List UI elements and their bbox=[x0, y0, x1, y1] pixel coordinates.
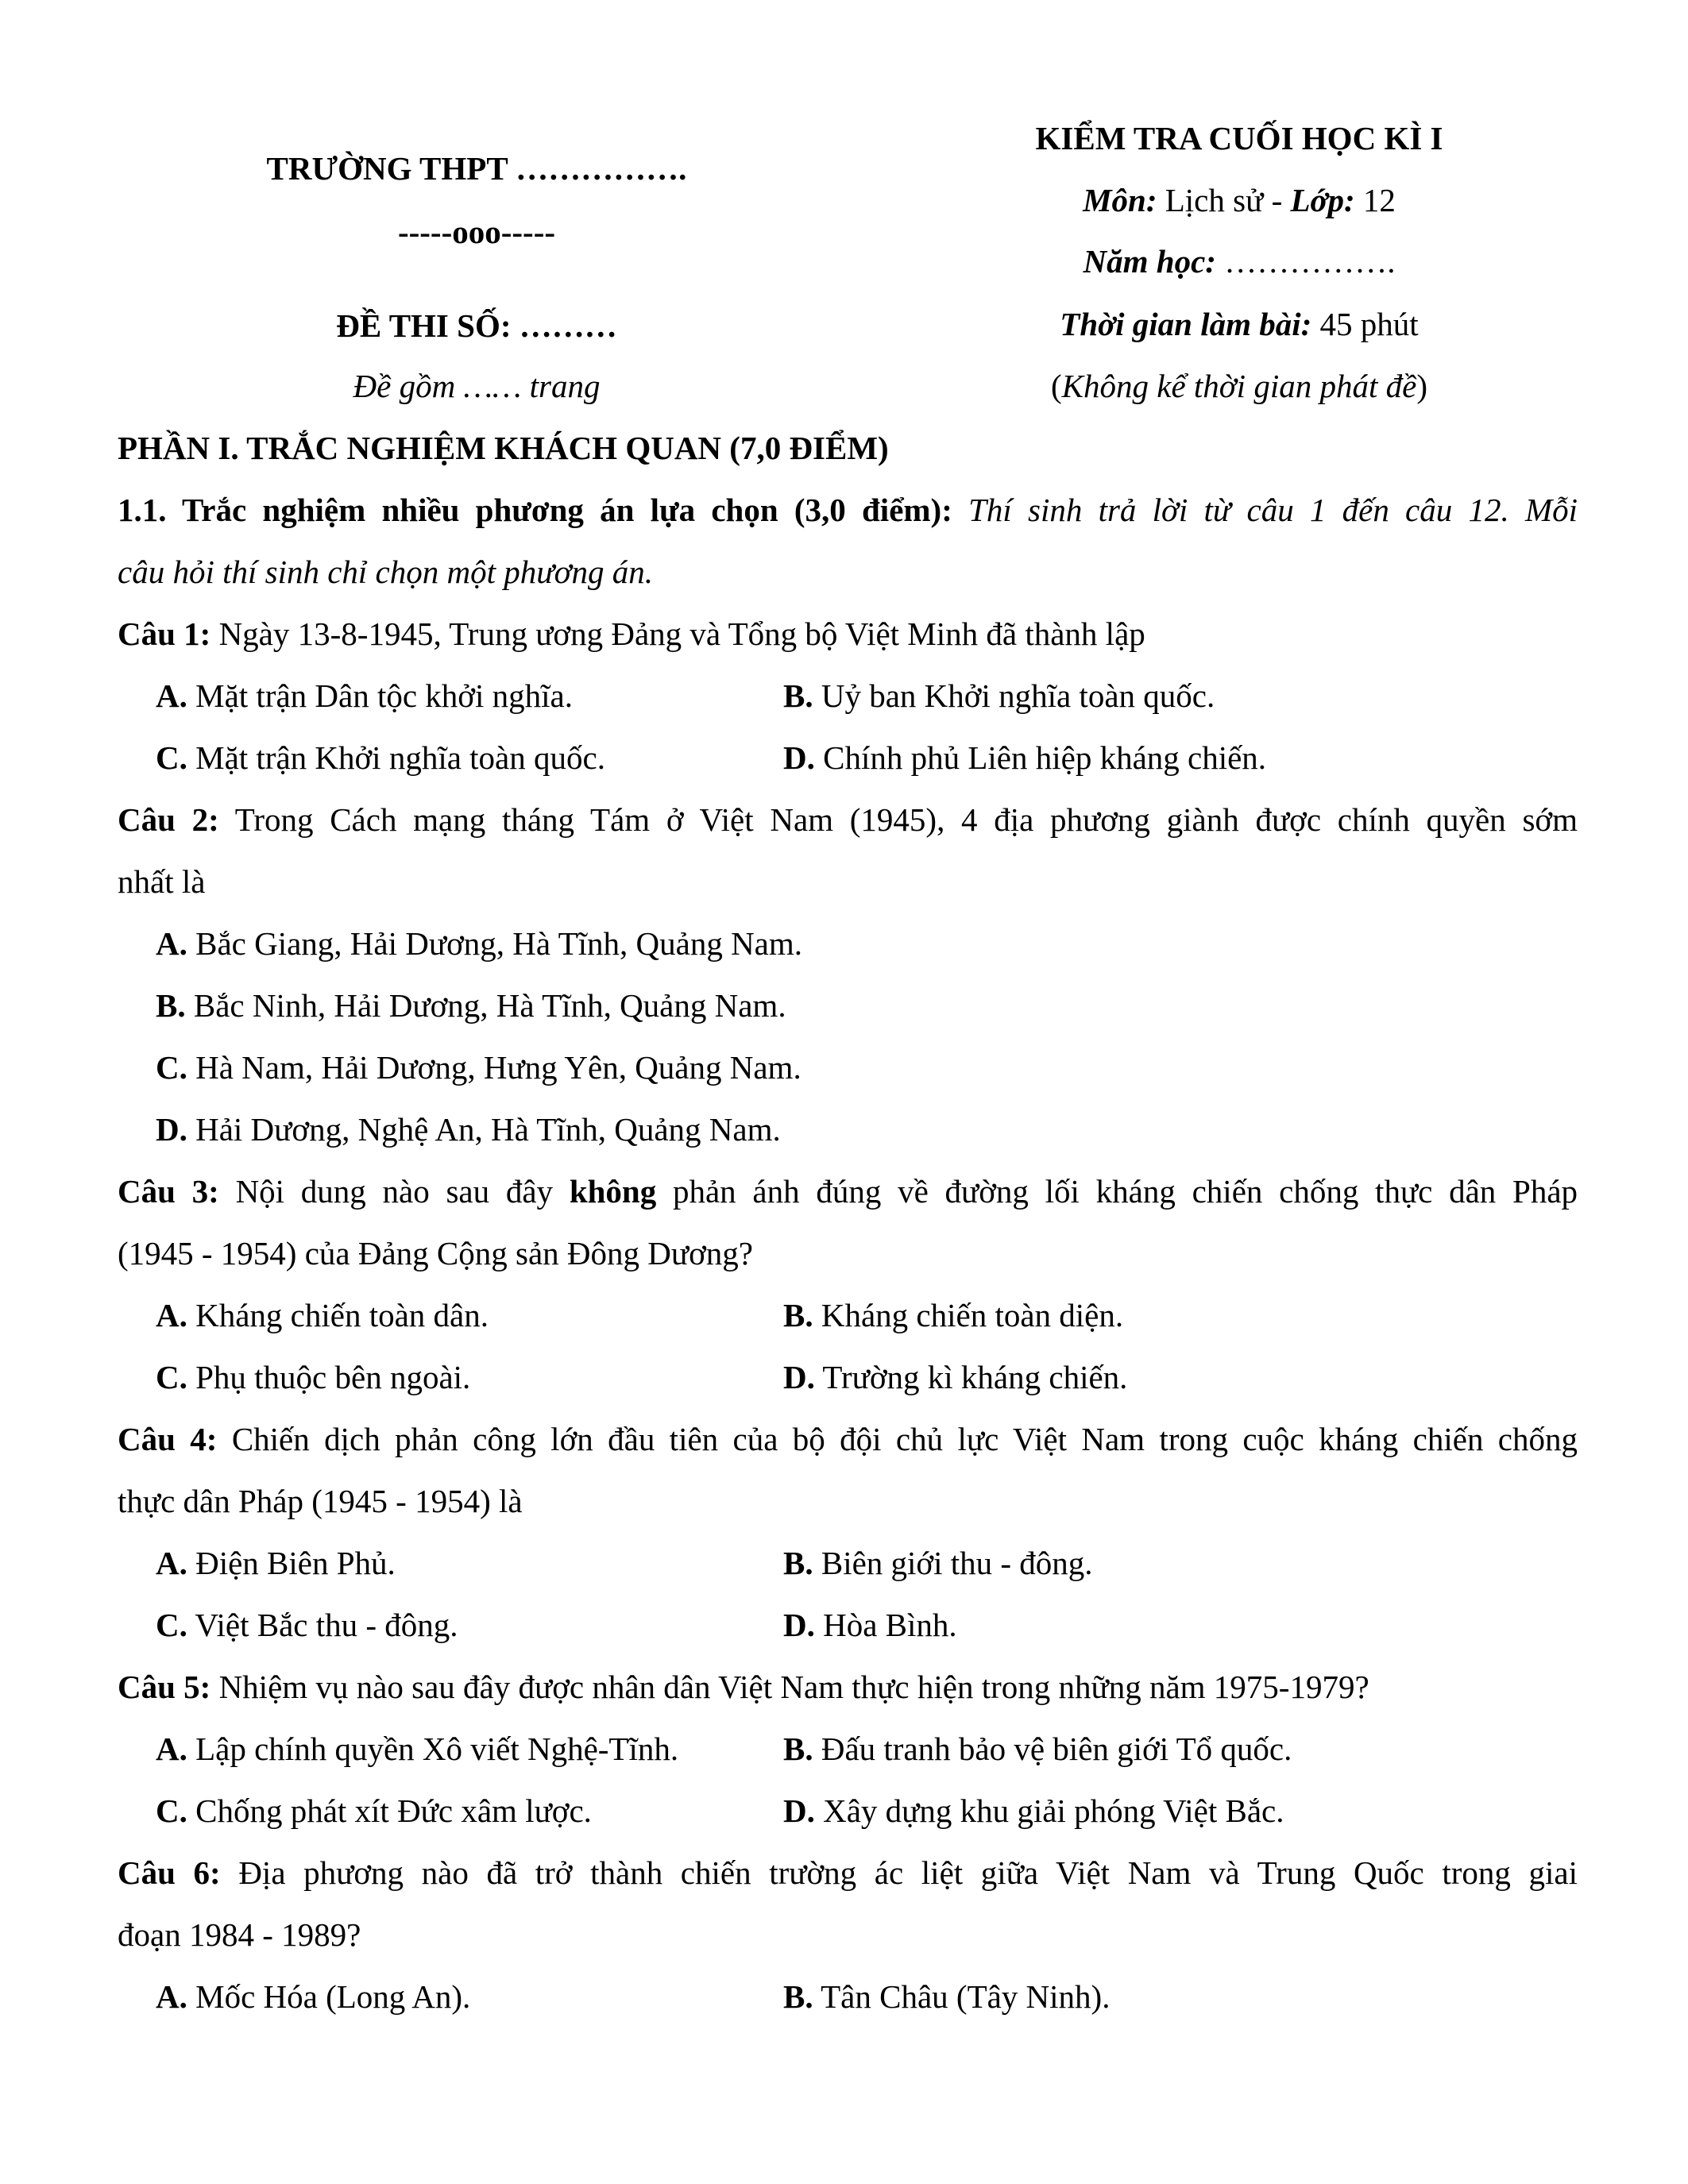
subject-value: Lịch sử bbox=[1165, 182, 1264, 218]
q5-option-d: D. Xây dựng khu giải phóng Việt Bắc. bbox=[783, 1792, 1284, 1829]
q2-option-b: B. Bắc Ninh, Hải Dương, Hà Tĩnh, Quảng Nam. bbox=[156, 987, 786, 1024]
q3-option-b: B. Kháng chiến toàn diện. bbox=[783, 1297, 1124, 1333]
section-heading: 1.1. Trắc nghiệm nhiều phương án lựa chọn (3,0 điểm): Thí sinh trả lời từ câu 1 đến câu 12. Mỗi bbox=[118, 492, 1578, 528]
question-4-cont: thực dân Pháp (1945 - 1954) là bbox=[118, 1483, 523, 1519]
exam-number: ĐỀ THI SỐ: ……… bbox=[336, 307, 617, 344]
q1-option-d: D. Chính phủ Liên hiệp kháng chiến. bbox=[783, 739, 1267, 776]
q4-option-d: D. Hòa Bình. bbox=[783, 1607, 957, 1643]
question-6: Câu 6: Địa phương nào đã trở thành chiến trường ác liệt giữa Việt Nam và Trung Quốc trong giai bbox=[118, 1854, 1578, 1891]
subject-label: Môn: bbox=[1083, 182, 1157, 218]
q1-option-a: A. Mặt trận Dân tộc khởi nghĩa. bbox=[156, 677, 573, 714]
q6-option-a: A. Mốc Hóa (Long An). bbox=[156, 1978, 471, 2015]
class-label: Lớp: bbox=[1290, 182, 1355, 218]
part-title: PHẦN I. TRẮC NGHIỆM KHÁCH QUAN (7,0 ĐIỂM) bbox=[118, 430, 889, 466]
subject-line: Môn: Lịch sử - Lớp: 12 bbox=[1083, 182, 1396, 218]
q5-option-c: C. Chống phát xít Đức xâm lược. bbox=[156, 1792, 592, 1829]
year-line bbox=[898, 242, 1581, 281]
q1-option-c: C. Mặt trận Khởi nghĩa toàn quốc. bbox=[156, 739, 605, 776]
q2-option-c: C. Hà Nam, Hải Dương, Hưng Yên, Quảng Nam. bbox=[156, 1049, 802, 1086]
time-note: (Không kể thời gian phát đề) bbox=[1051, 368, 1427, 404]
pages-note: Đề gồm …… trang bbox=[353, 368, 601, 404]
exam-title: KIỂM TRA CUỐI HỌC KÌ I bbox=[1035, 120, 1443, 156]
question-2-cont: nhất là bbox=[118, 863, 206, 900]
question-4: Câu 4: Chiến dịch phản công lớn đầu tiên của bộ đội chủ lực Việt Nam trong cuộc kháng chiến chống bbox=[118, 1421, 1578, 1457]
question-2: Câu 2: Trong Cách mạng tháng Tám ở Việt Nam (1945), 4 địa phương giành được chính quyền sớm bbox=[118, 801, 1578, 838]
header-separator: -----ooo----- bbox=[397, 214, 556, 250]
time-value: 45 phút bbox=[1319, 306, 1419, 342]
q3-option-c: C. Phụ thuộc bên ngoài. bbox=[156, 1359, 471, 1395]
q5-option-b: B. Đấu tranh bảo vệ biên giới Tổ quốc. bbox=[783, 1731, 1292, 1767]
q2-option-a: A. Bắc Giang, Hải Dương, Hà Tĩnh, Quảng Nam. bbox=[156, 925, 803, 962]
time-line bbox=[898, 305, 1581, 344]
q3-option-d: D. Trường kì kháng chiến. bbox=[783, 1359, 1128, 1395]
q1-option-b: B. Uỷ ban Khởi nghĩa toàn quốc. bbox=[783, 677, 1215, 714]
year-value: ……………. bbox=[1224, 243, 1396, 280]
question-3-cont: (1945 - 1954) của Đảng Cộng sản Đông Dương? bbox=[118, 1235, 753, 1271]
school-name: TRƯỜNG THPT ……………. bbox=[266, 150, 687, 187]
class-value: 12 bbox=[1362, 182, 1396, 218]
year-label: Năm học: bbox=[1083, 243, 1216, 280]
q4-option-b: B. Biên giới thu - đông. bbox=[783, 1545, 1093, 1581]
question-6-cont: đoạn 1984 - 1989? bbox=[118, 1916, 361, 1953]
q6-option-b: B. Tân Châu (Tây Ninh). bbox=[783, 1978, 1111, 2015]
question-1: Câu 1: Ngày 13-8-1945, Trung ương Đảng và Tổng bộ Việt Minh đã thành lập bbox=[118, 615, 1145, 652]
question-3: Câu 3: Nội dung nào sau đây không phản ánh đúng về đường lối kháng chiến chống thực dân Pháp bbox=[118, 1173, 1578, 1210]
q3-option-a: A. Kháng chiến toàn dân. bbox=[156, 1297, 489, 1333]
q4-option-c: C. Việt Bắc thu - đông. bbox=[156, 1607, 458, 1643]
section-instruction: câu hỏi thí sinh chỉ chọn một phương án. bbox=[118, 554, 653, 590]
time-label: Thời gian làm bài: bbox=[1060, 306, 1312, 342]
q4-option-a: A. Điện Biên Phủ. bbox=[156, 1545, 396, 1581]
q5-option-a: A. Lập chính quyền Xô viết Nghệ-Tĩnh. bbox=[156, 1731, 679, 1767]
question-5: Câu 5: Nhiệm vụ nào sau đây được nhân dân Việt Nam thực hiện trong những năm 1975-1979? bbox=[118, 1669, 1369, 1705]
q2-option-d: D. Hải Dương, Nghệ An, Hà Tĩnh, Quảng Nam. bbox=[156, 1111, 781, 1148]
